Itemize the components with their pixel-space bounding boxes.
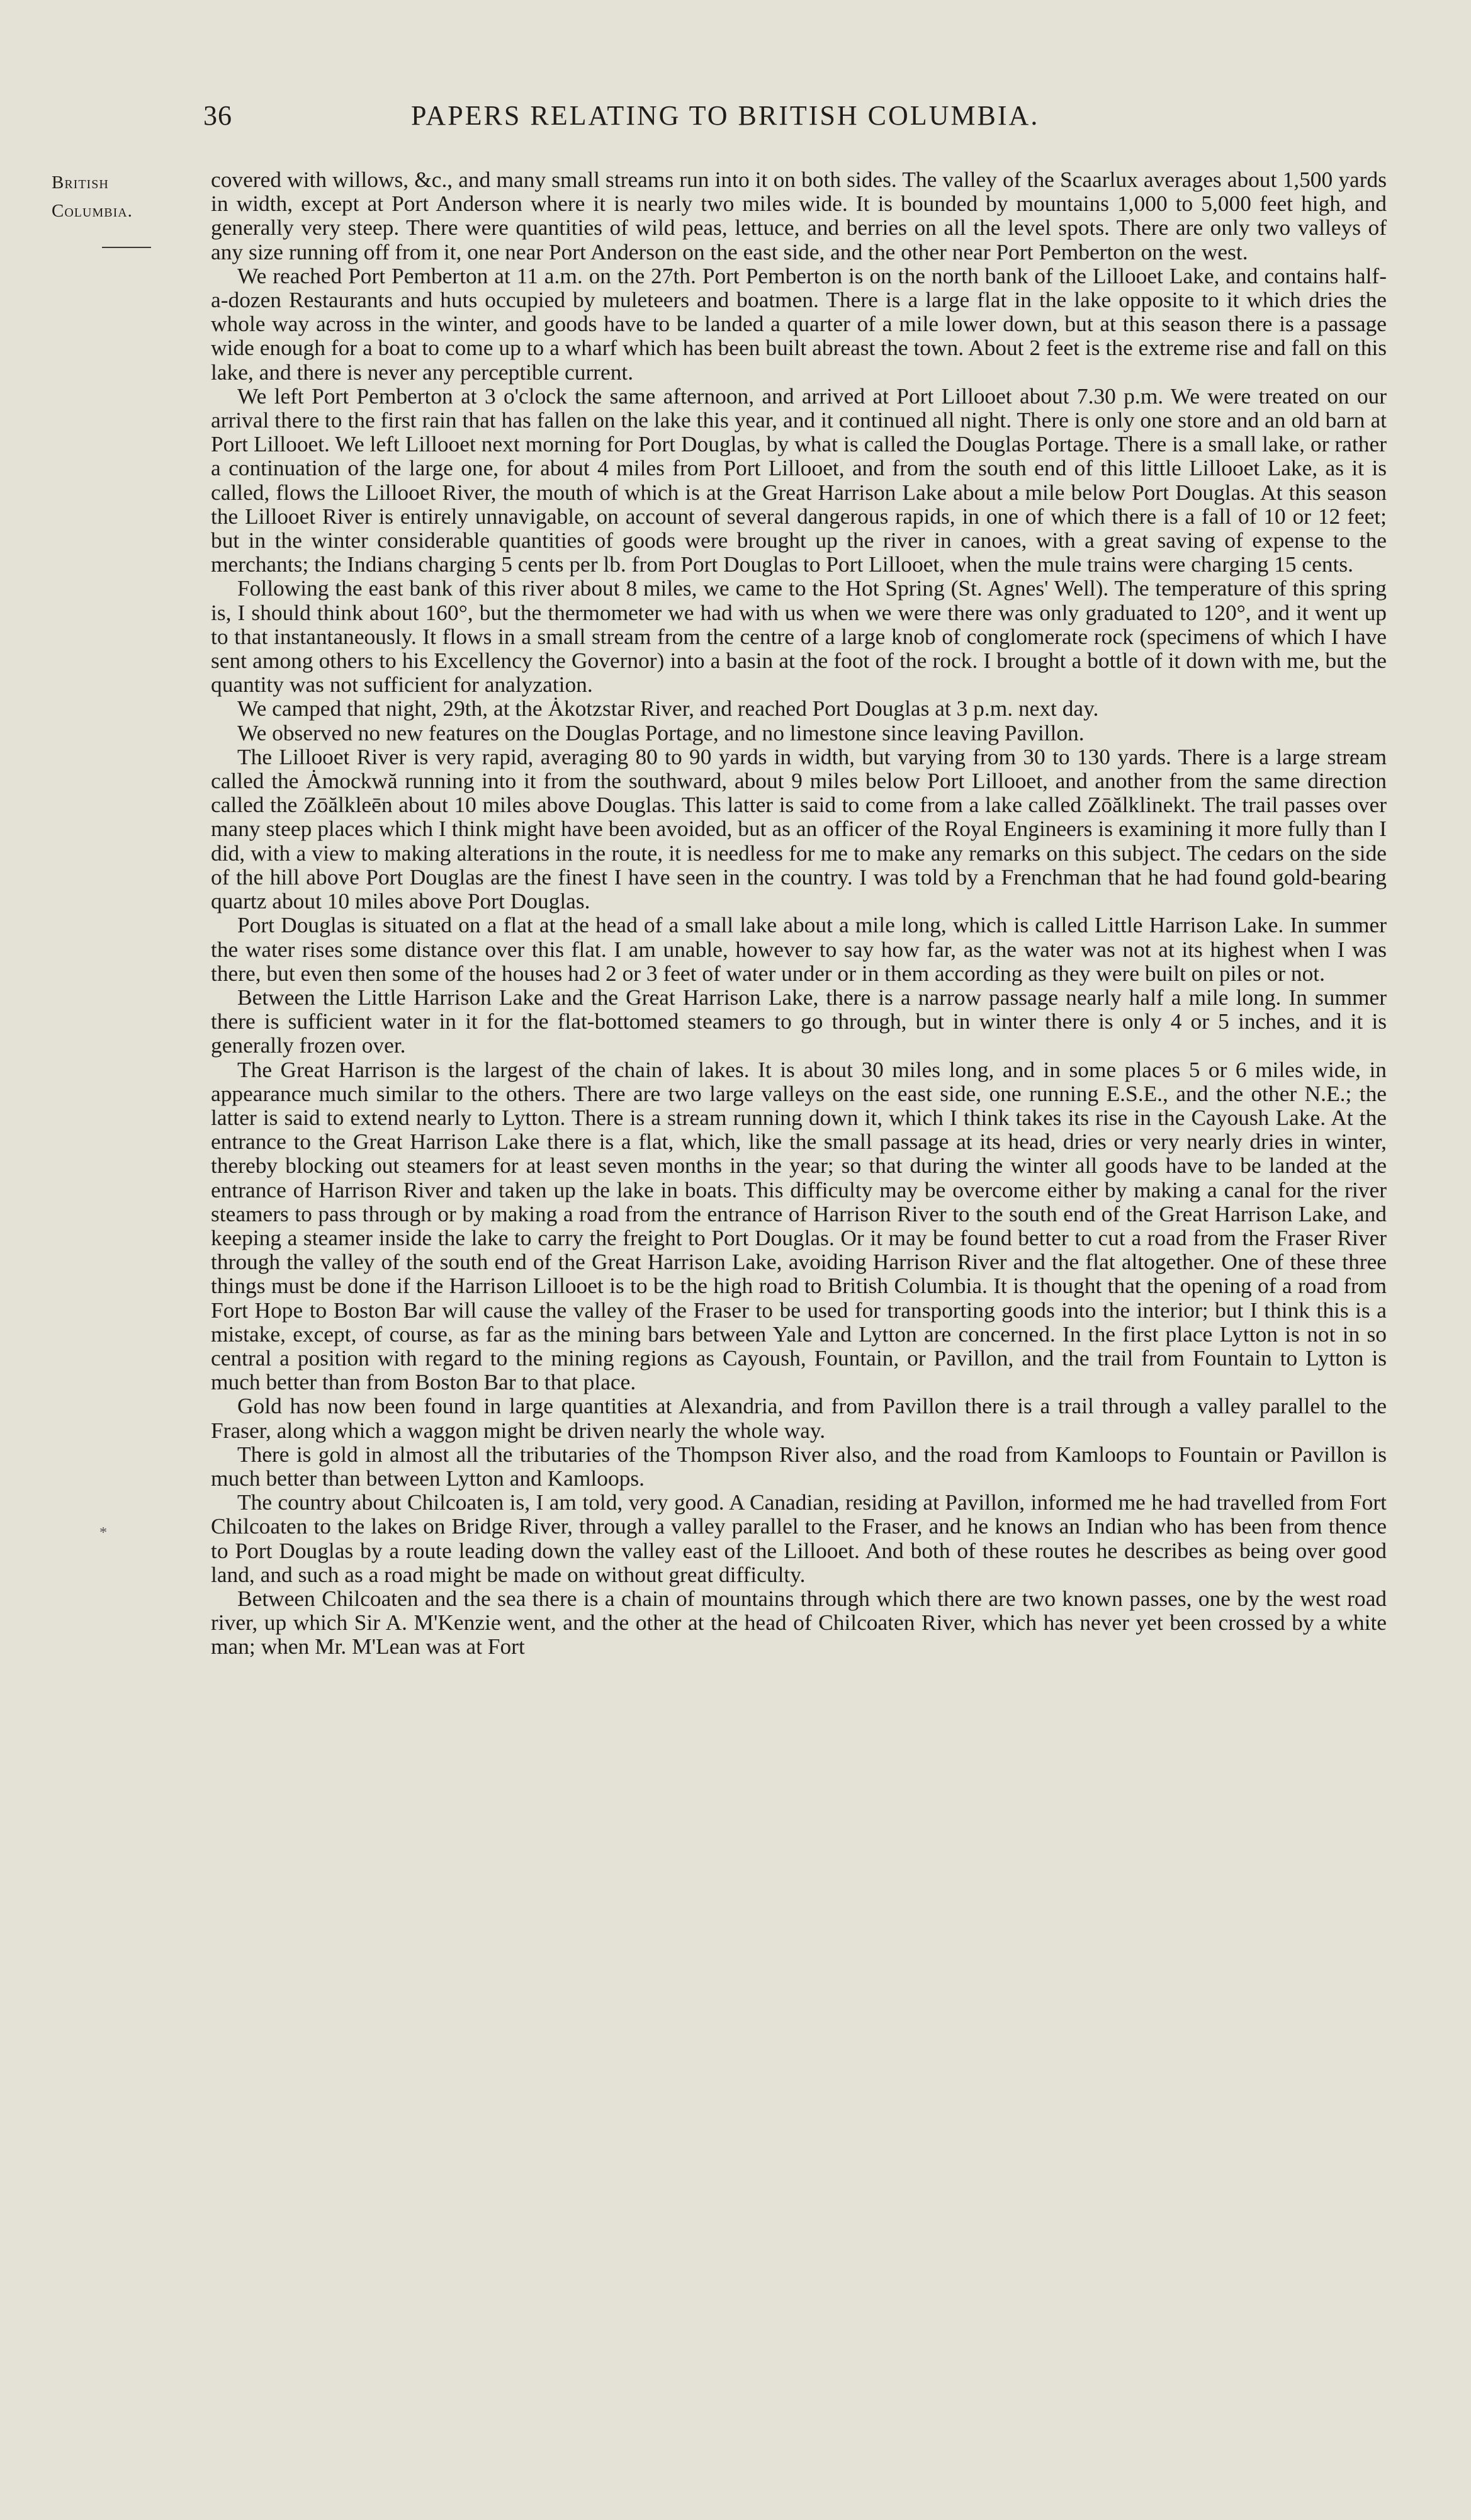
paragraph: Port Douglas is situated on a flat at the head of a small lake about a mile long, which is called Little Harrison Lake. In summer the water rises some distance over this flat. I am unable, however to say how far, as the water was not at its highest when I was there, but even then some of the houses had 2 or 3 feet of water under or in them according as they were built on piles or not. (211, 912, 1387, 986)
page-header (203, 99, 1393, 137)
paragraph: We reached Port Pemberton at 11 a.m. on the 27th. Port Pemberton is on the north bank of the Lillooet Lake, and contains half-a-dozen Restaurants and huts occupied by muleteers and boatmen. There is a large flat in the lake opposite to it which dries the whole way across in the winter, and goods have to be landed a quarter of a mile lower down, but at this season there is a passage wide enough for a boat to come up to a wharf which has been built abreast the town. About 2 feet is the extreme rise and fall on this lake, and there is never any perceptible current. (211, 263, 1387, 385)
paragraph: There is gold in almost all the tributaries of the Thompson River also, and the road from Kamloops to Fountain or Pavillon is much better than between Lytton and Kamloops. (211, 1441, 1387, 1491)
paragraph: We left Port Pemberton at 3 o'clock the same afternoon, and arrived at Port Lillooet about 7.30 p.m. We were treated on our arrival there to the first rain that has fallen on the lake this year, and it continued all night. There is only one store and an old barn at Port Lillooet. We left Lillooet next morning for Port Douglas, by what is called the Douglas Portage. There is a small lake, or rather a continuation of the large one, for about 4 miles from Port Lillooet, and from the south end of this little Lillooet Lake, as it is called, flows the Lillooet River, the mouth of which is at the Great Harrison Lake about a mile below Port Douglas. At this season the Lillooet River is entirely unnavigable, on account of several dangerous rapids, in one of which there is a fall of 10 or 12 feet; but in the winter considerable quantities of goods were brought up the river in canoes, with a great saving of expense to the merchants; the Indians charging 5 cents per lb. from Port Douglas to Port Lillooet, when the mule trains were charging 15 cents. (211, 383, 1387, 577)
paragraph: We camped that night, 29th, at the Ȧkotzstar River, and reached Port Douglas at 3 p.m. next day. (237, 696, 1099, 721)
body-text (211, 167, 1387, 1659)
paragraph: Gold has now been found in large quantities at Alexandria, and from Pavillon there is a trail through a valley parallel to the Fraser, along which a waggon might be driven nearly the whole way. (211, 1393, 1387, 1443)
margin-mark: * (99, 1525, 107, 1541)
paragraph: The Great Harrison is the largest of the chain of lakes. It is about 30 miles long, and in some places 5 or 6 miles wide, in appearance much similar to the others. There are two large valleys on the east side, one running E.S.E., and the other N.E.; the latter is said to extend nearly to Lytton. There is a stream running down it, which I think takes its rise in the Cayoush Lake. At the entrance to the Great Harrison Lake there is a flat, which, like the small passage at its head, dries or very nearly dries in winter, thereby blocking out steamers for at least seven months in the year; so that during the winter all goods have to be landed at the entrance of Harrison River and taken up the lake in boats. This difficulty may be overcome either by making a canal for the river steamers to pass through or by making a road from the entrance of Harrison River to the south end of the Great Harrison Lake, and keeping a steamer inside the lake to carry the freight to Port Douglas. Or it may be found better to cut a road from the Fraser River through the valley of the south end of the Great Harrison Lake, avoiding Harrison River and the flat altogether. One of these three things must be done if the Harrison Lillooet is to be the high road to British Columbia. It is thought that the opening of a road from Fort Hope to Boston Bar will cause the valley of the Fraser to be used for transporting goods into the interior; but I think this is a mistake, except, of course, as far as the mining bars between Yale and Lytton are concerned. In the first place Lytton is not in so central a position with regard to the mining regions as Cayoush, Fountain, or Pavillon, and the trail from Fountain to Lytton is much better than from Boston Bar to that place. (211, 1056, 1387, 1395)
page-number: 36 (203, 100, 232, 131)
margin-note-rule (102, 247, 151, 248)
paragraph: The country about Chilcoaten is, I am told, very good. A Canadian, residing at Pavillon, informed me he had travelled from Fort Chilcoaten to the lakes on Bridge River, through a valley parallel to the Fraser, and he knows an Indian who has been from thence to Port Douglas by a route leading down the valley east of the Lillooet. And both of these routes he describes as being over good land, and such as a road might be made on without great difficulty. (211, 1489, 1387, 1587)
paragraph: Between Chilcoaten and the sea there is a chain of mountains through which there are two known passes, one by the west road river, up which Sir A. M'Kenzie went, and the other at the head of Chilcoaten River, which has never yet been crossed by a white man; when Mr. M'Lean was at Fort (211, 1585, 1387, 1659)
margin-note (52, 169, 196, 248)
paragraph: The Lillooet River is very rapid, averaging 80 to 90 yards in width, but varying from 30 to 130 yards. There is a large stream called the Ȧmockwă running into it from the southward, about 9 miles below Port Lillooet, and another from the same direction called the Zōălkleēn about 10 miles above Douglas. This latter is said to come from a lake called Zōălklinekt. The trail passes over many steep places which I think might have been avoided, but as an officer of the Royal Engineers is examining it more fully than I did, with a view to making alterations in the route, it is needless for me to make any remarks on this subject. The cedars on the side of the hill above Port Douglas are the finest I have seen in the country. I was told by a Frenchman that he had found gold-bearing quartz about 10 miles above Port Douglas. (211, 743, 1387, 914)
paragraph: Following the east bank of this river about 8 miles, we came to the Hot Spring (St. Agnes' Well). The temperature of this spring is, I should think about 160°, but the thermometer we had with us when we were there was only graduated to 120°, and it went up to that instantaneously. It flows in a small stream from the centre of a large knob of conglomerate rock (specimens of which I have sent among others to his Excellency the Governor) into a basin at the foot of the rock. I brought a bottle of it down with me, but the quantity was not sufficient for analyzation. (211, 575, 1387, 698)
running-title: PAPERS RELATING TO BRITISH COLUMBIA. (411, 100, 1040, 131)
margin-note-line-1: British (52, 172, 109, 193)
margin-note-line-2: Columbia. (52, 201, 133, 221)
paragraph: We observed no new features on the Douglas Portage, and no limestone since leaving Pavillon. (237, 720, 1085, 745)
paragraph: Between the Little Harrison Lake and the Great Harrison Lake, there is a narrow passage nearly half a mile long. In summer there is sufficient water in it for the flat-bottomed steamers to go through, but in winter there is only 4 or 5 inches, and it is generally frozen over. (211, 984, 1387, 1058)
paragraph: covered with willows, &c., and many small streams run into it on both sides. The valley of the Scaarlux averages about 1,500 yards in width, except at Port Anderson where it is nearly two miles wide. It is bounded by mountains 1,000 to 5,000 feet high, and generally very steep. There were quantities of wild peas, lettuce, and berries on all the level spots. There are only two valleys of any size running off from it, one near Port Anderson on the east side, and the other near Port Pemberton on the west. (211, 167, 1387, 264)
